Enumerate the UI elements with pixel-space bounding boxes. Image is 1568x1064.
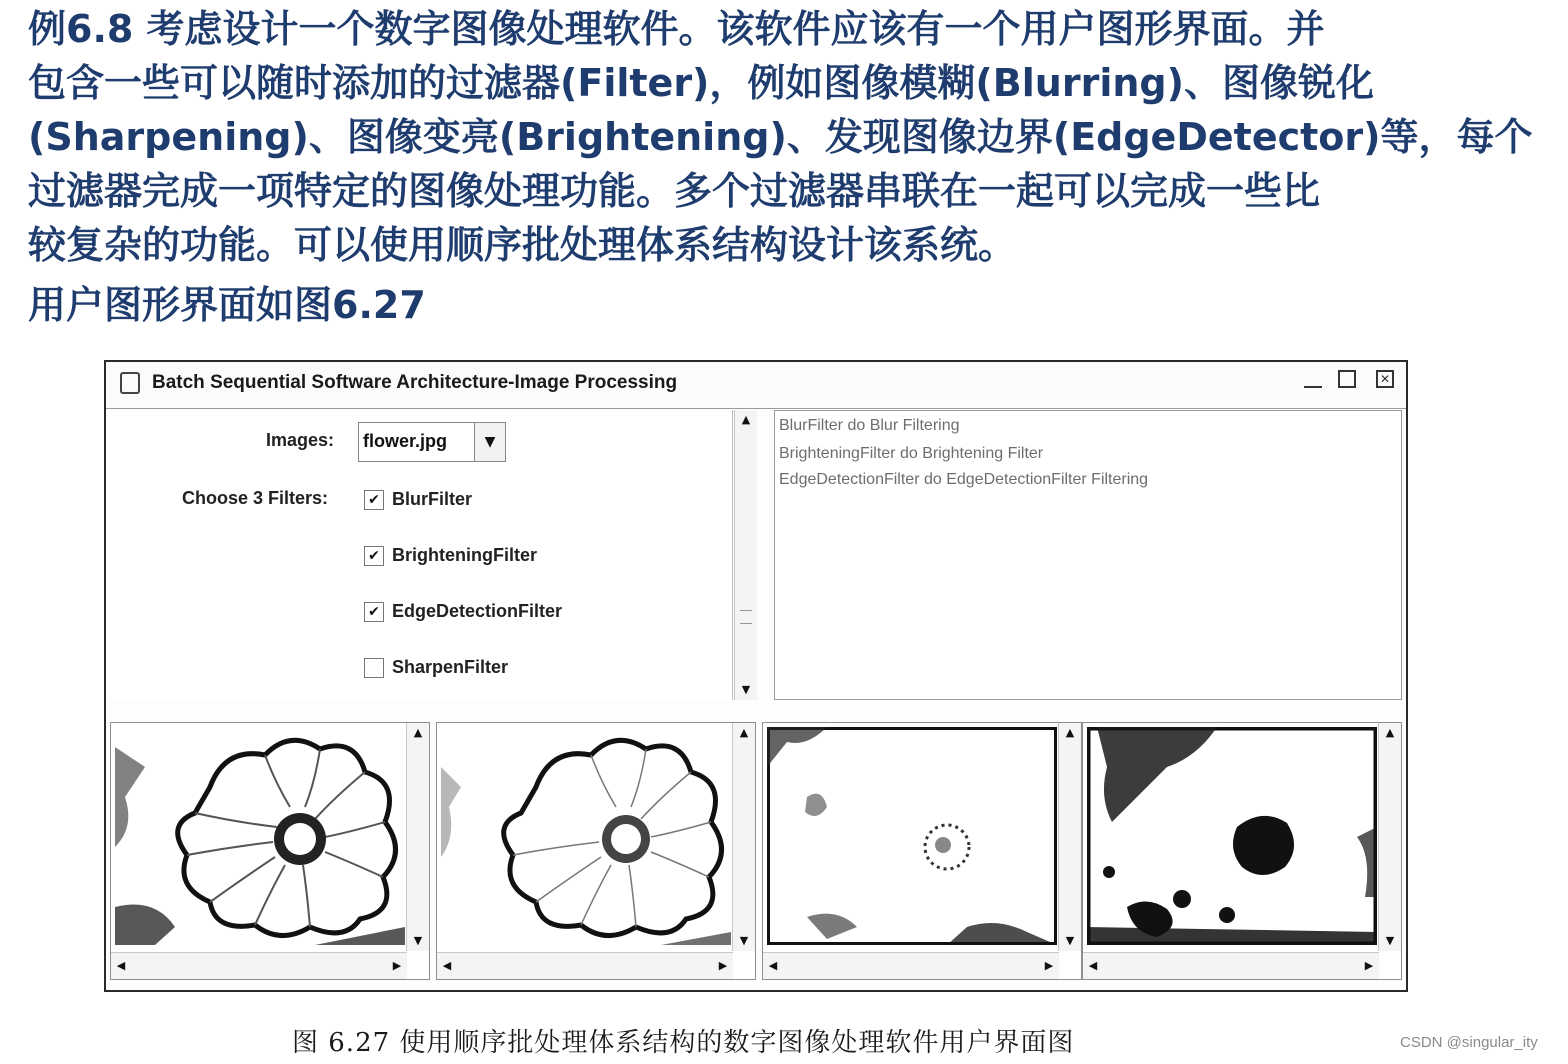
pane-vertical-scrollbar[interactable] xyxy=(1058,723,1081,951)
arrow-right-icon[interactable]: ▶ xyxy=(718,959,728,972)
filters-label: Choose 3 Filters: xyxy=(182,488,329,508)
close-button[interactable]: ✕ xyxy=(1376,370,1394,388)
paragraph-line: (Sharpening)、图像变亮(Brightening)、发现图像边界(EdgeDetector)等，每个 xyxy=(28,115,1533,159)
checkmark-icon[interactable]: ✔ xyxy=(364,546,384,566)
image-pane-brightened xyxy=(436,722,756,980)
images-dropdown-value: flower.jpg xyxy=(363,431,448,451)
maximize-button[interactable] xyxy=(1338,370,1356,388)
paragraph xyxy=(28,2,1564,272)
subheading: 用户图形界面如图6.27 xyxy=(28,283,426,327)
arrow-right-icon[interactable]: ▶ xyxy=(392,959,402,972)
flower-image xyxy=(767,727,1057,945)
image-pane-edge-detected xyxy=(762,722,1082,980)
checkbox-empty-icon[interactable] xyxy=(364,658,384,678)
pane-horizontal-scrollbar[interactable] xyxy=(111,952,407,979)
flower-image xyxy=(441,727,731,945)
image-pane-sharpened xyxy=(1082,722,1402,980)
arrow-left-icon[interactable]: ◀ xyxy=(116,959,126,972)
controls-scrollbar[interactable] xyxy=(734,410,757,700)
image-pane-original xyxy=(110,722,430,980)
arrow-right-icon[interactable]: ▶ xyxy=(1044,959,1054,972)
paragraph-line: 过滤器完成一项特定的图像处理功能。多个过滤器串联在一起可以完成一些比 xyxy=(28,169,1321,213)
flower-image xyxy=(115,727,405,945)
arrow-down-icon[interactable]: ▼ xyxy=(741,683,751,696)
arrow-up-icon[interactable]: ▲ xyxy=(739,726,749,739)
filter-option-label: SharpenFilter xyxy=(392,657,509,677)
paragraph-line: 例6.8 考虑设计一个数字图像处理软件。该软件应该有一个用户图形界面。并 xyxy=(28,7,1325,51)
app-window xyxy=(104,360,1408,992)
arrow-up-icon[interactable]: ▲ xyxy=(1385,726,1395,739)
filter-log[interactable] xyxy=(774,410,1402,700)
app-icon xyxy=(120,372,140,394)
arrow-left-icon[interactable]: ◀ xyxy=(768,959,778,972)
images-label: Images: xyxy=(266,430,335,450)
arrow-down-icon[interactable]: ▼ xyxy=(1385,934,1395,947)
log-entry: BrighteningFilter do Brightening Filter xyxy=(779,445,1044,462)
checkmark-icon[interactable]: ✔ xyxy=(364,602,384,622)
filter-option-label: BrighteningFilter xyxy=(392,545,537,565)
arrow-up-icon[interactable]: ▲ xyxy=(1065,726,1075,739)
flower-image xyxy=(1087,727,1377,945)
arrow-up-icon[interactable]: ▲ xyxy=(413,726,423,739)
pane-horizontal-scrollbar[interactable] xyxy=(1083,952,1379,979)
paragraph-line: 包含一些可以随时添加的过滤器(Filter)，例如图像模糊(Blurring)、图像锐化 xyxy=(28,61,1374,105)
log-entry: EdgeDetectionFilter do EdgeDetectionFilter Filtering xyxy=(779,471,1149,488)
minimize-button[interactable] xyxy=(1304,370,1322,388)
pane-vertical-scrollbar[interactable] xyxy=(406,723,429,951)
window-title: Batch Sequential Software Architecture-Image Processing xyxy=(152,372,678,393)
checkmark-icon[interactable]: ✔ xyxy=(364,490,384,510)
pane-horizontal-scrollbar[interactable] xyxy=(437,952,733,979)
arrow-up-icon[interactable]: ▲ xyxy=(741,413,751,426)
pane-vertical-scrollbar[interactable] xyxy=(732,723,755,951)
images-dropdown[interactable] xyxy=(358,422,506,462)
arrow-down-icon[interactable]: ▼ xyxy=(1065,934,1075,947)
arrow-down-icon[interactable]: ▼ xyxy=(739,934,749,947)
arrow-right-icon[interactable]: ▶ xyxy=(1364,959,1374,972)
paragraph-line: 较复杂的功能。可以使用顺序批处理体系结构设计该系统。 xyxy=(28,223,1017,267)
filter-option-label: EdgeDetectionFilter xyxy=(392,601,563,621)
arrow-left-icon[interactable]: ◀ xyxy=(1088,959,1098,972)
chevron-down-icon[interactable]: ▼ xyxy=(474,423,505,461)
watermark: CSDN @singular_ity xyxy=(1400,1034,1538,1051)
pane-vertical-scrollbar[interactable] xyxy=(1378,723,1401,951)
filter-option-label: BlurFilter xyxy=(392,489,473,509)
pane-horizontal-scrollbar[interactable] xyxy=(763,952,1059,979)
log-entry: BlurFilter do Blur Filtering xyxy=(779,417,960,434)
title-bar xyxy=(106,362,1406,409)
controls-panel xyxy=(108,410,751,700)
arrow-down-icon[interactable]: ▼ xyxy=(413,934,423,947)
scroll-thumb[interactable] xyxy=(740,610,752,624)
arrow-left-icon[interactable]: ◀ xyxy=(442,959,452,972)
figure-caption: 图 6.27 使用顺序批处理体系结构的数字图像处理软件用户界面图 xyxy=(292,1028,1075,1058)
